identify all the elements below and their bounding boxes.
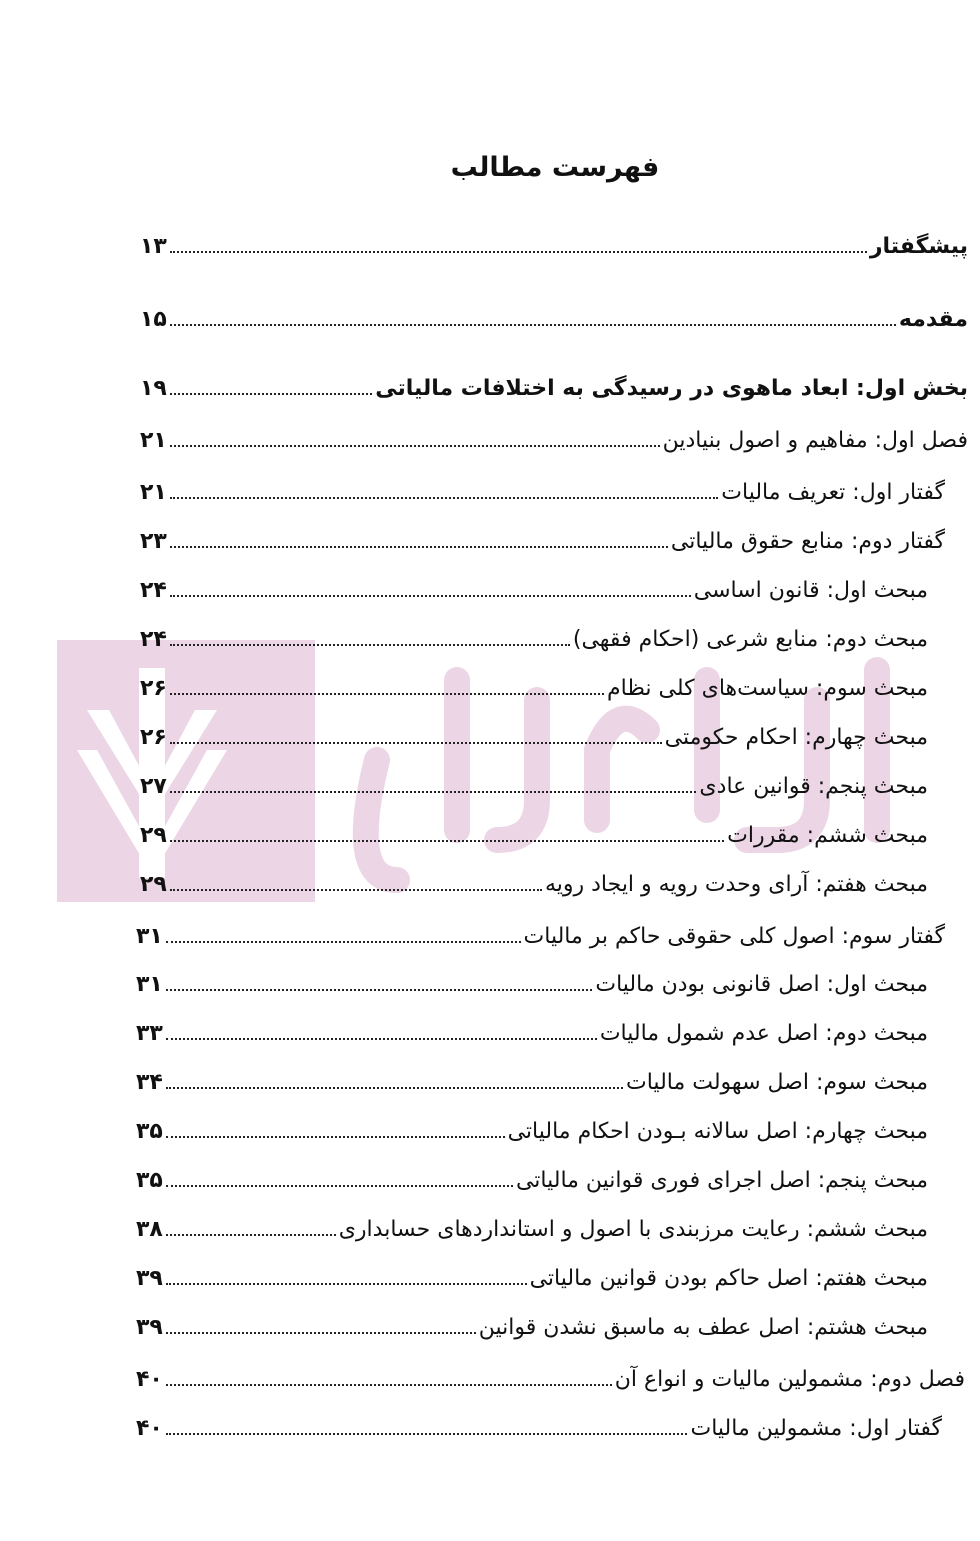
dot-leader [166,989,593,991]
toc-entry [140,412,968,456]
toc-entry [140,611,928,655]
dot-leader [170,445,660,447]
dot-leader [170,791,697,793]
toc-entry [136,1103,928,1147]
dot-leader [170,840,724,842]
dot-leader [170,644,570,646]
dot-leader [170,742,662,744]
toc-entry-title: گفتار اول: تعریف مالیات [721,480,945,505]
dot-leader [166,1087,623,1089]
toc-entry [140,660,928,704]
toc-entry-title: مبحث هفتم: اصل حاکم بودن قوانین مالیاتی [529,1266,928,1291]
toc-entry [140,758,928,802]
toc-entry-page: ۱۹ [140,376,167,401]
toc-entry [140,464,945,508]
toc-entry [140,513,945,557]
dot-leader [166,1384,612,1386]
toc-entry-page: ۴۰ [136,1416,163,1441]
toc-entry [140,360,968,404]
dot-leader [170,693,604,695]
dot-leader [166,1234,336,1236]
toc-entry-title: مبحث چهارم: احکام حکومتی [664,725,928,750]
toc-entry-page: ۳۹ [136,1266,163,1291]
toc-entry-title: گفتار سوم: اصول کلی حقوقی حاکم بر مالیات [523,924,945,949]
toc-entry-page: ۱۵ [140,307,167,332]
dot-leader [170,595,691,597]
toc-entry-page: ۳۱ [136,972,163,997]
dot-leader [170,251,867,253]
toc-entry [136,956,928,1000]
toc-entry-page: ۲۶ [140,676,167,701]
dot-leader [166,1038,597,1040]
toc-entry [136,1054,928,1098]
toc-entry-page: ۲۹ [140,823,167,848]
toc-entry-page: ۲۶ [140,725,167,750]
dot-leader [170,393,372,395]
toc-entry-title: مبحث سوم: سیاست‌های کلی نظام [607,676,928,701]
toc-entry-title: مبحث هشتم: اصل عطف به ماسبق نشدن قوانین [478,1315,928,1340]
toc-entry-page: ۴۰ [136,1367,163,1392]
toc-entry [136,1250,928,1294]
toc-entry-title: مبحث دوم: منابع شرعی (احکام فقهی) [572,627,928,652]
toc-entry-title: مبحث اول: قانون اساسی [693,578,928,603]
toc-entry-title: مبحث ششم: مقررات [727,823,928,848]
toc-entry-page: ۳۴ [136,1070,163,1095]
toc-entry [136,908,945,952]
toc-entry-page: ۳۹ [136,1315,163,1340]
toc-entry-page: ۲۴ [140,578,167,603]
toc-entry-page: ۳۳ [136,1021,163,1046]
toc-entry [136,1351,965,1395]
toc-entry-title: بخش اول: ابعاد ماهوی در رسیدگی به اختلافات مالیاتی [375,376,968,401]
toc-entry-title: مبحث هفتم: آرای وحدت رویه و ایجاد رویه [544,872,928,897]
toc-entry-title: مبحث اول: اصل قانونی بودن مالیات [595,972,928,997]
toc-entry [140,856,928,900]
toc-entry [140,291,968,335]
toc-entry [140,562,928,606]
dot-leader [166,941,521,943]
toc-entry-title: مبحث سوم: اصل سهولت مالیات [626,1070,928,1095]
toc-entry [140,709,928,753]
toc-entry-page: ۲۹ [140,872,167,897]
toc-entry [140,218,968,262]
toc-entry [136,1005,928,1049]
toc-entry-title: مبحث چهارم: اصل سالانه بـودن احکام مالیاتی [507,1119,928,1144]
toc-entry-page: ۲۱ [140,428,167,453]
toc-entry-title: مقدمه [898,307,968,332]
toc-entry-page: ۳۸ [136,1217,163,1242]
toc-entry-page: ۲۱ [140,480,167,505]
toc-entry-page: ۲۷ [140,774,167,799]
toc-entry [136,1152,928,1196]
toc-entry-title: مبحث پنجم: قوانین عادی [699,774,928,799]
toc-entry-page: ۱۳ [140,234,167,259]
dot-leader [166,1283,527,1285]
toc-entry-title: گفتار اول: مشمولین مالیات [690,1416,942,1441]
toc-entry [136,1400,942,1444]
dot-leader [170,497,718,499]
toc-entry-page: ۳۵ [136,1119,163,1144]
toc-entry [136,1201,928,1245]
dot-leader [166,1433,688,1435]
dot-leader [170,546,668,548]
toc-entry-title: مبحث پنجم: اصل اجرای فوری قوانین مالیاتی [515,1168,928,1193]
dot-leader [166,1136,505,1138]
toc-entry-title: پیشگفتار [869,234,968,259]
toc-entry-title: مبحث دوم: اصل عدم شمول مالیات [599,1021,928,1046]
toc-entry [140,807,928,851]
dot-leader [170,889,542,891]
dot-leader [166,1185,513,1187]
dot-leader [170,324,896,326]
toc-entry-title: مبحث ششم: رعایت مرزبندی با اصول و استانداردهای حسابداری [338,1217,928,1242]
toc-entry-title: فصل دوم: مشمولین مالیات و انواع آن [614,1367,965,1392]
page-title: فهرست مطالب [450,152,660,183]
toc-entry-page: ۳۵ [136,1168,163,1193]
toc-entry-title: فصل اول: مفاهیم و اصول بنیادین [662,428,968,453]
toc-entry-page: ۲۳ [140,529,167,554]
toc-entry-page: ۲۴ [140,627,167,652]
toc-entry-page: ۳۱ [136,924,163,949]
dot-leader [166,1332,476,1334]
toc-entry [136,1299,928,1343]
toc-entry-title: گفتار دوم: منابع حقوق مالیاتی [670,529,945,554]
